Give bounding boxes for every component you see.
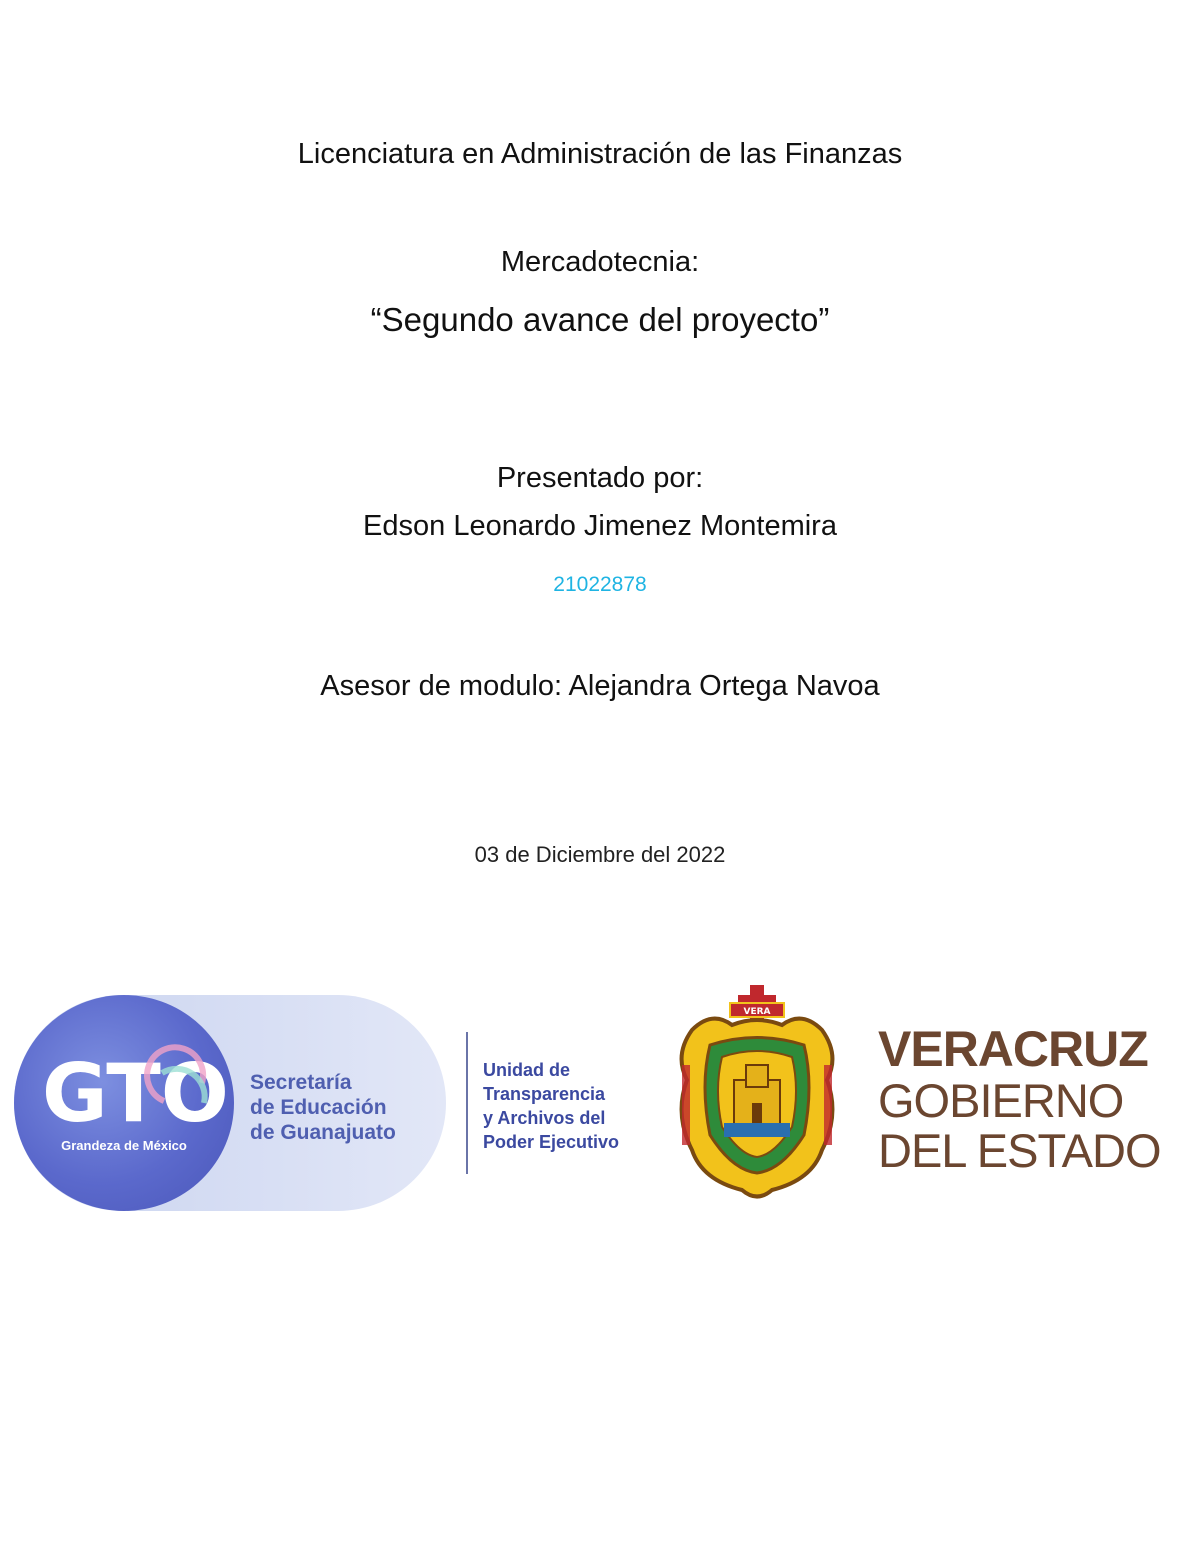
student-id: 21022878 [553,573,647,596]
course-name: Mercadotecnia: [500,246,700,278]
secretaria-text [250,1070,396,1145]
document-date: 03 de Diciembre del 2022 [474,842,726,867]
transparency-unit-text [483,1058,619,1154]
veracruz-gov-line-1: GOBIERNO [878,1074,1124,1127]
project-title: “Segundo avance del proyecto” [370,301,830,338]
degree-title: Licenciatura en Administración de las Finanzas [297,138,903,170]
advisor-name: Asesor de modulo: Alejandra Ortega Navoa [320,670,880,702]
unit-line-2: Transparencia [483,1084,606,1104]
gto-logo-circle [14,995,234,1211]
unit-line-1: Unidad de [483,1060,571,1080]
unit-line-3: y Archivos del [483,1108,606,1128]
gto-wordmark-logo [42,1047,229,1140]
presented-by-label: Presentado por: [496,462,704,494]
secretaria-line-3: de Guanajuato [250,1121,396,1144]
logo-divider [466,1032,468,1174]
veracruz-name: VERACRUZ [878,1021,1148,1077]
veracruz-shield-icon [672,985,842,1205]
unit-line-4: Poder Ejecutivo [483,1132,620,1152]
secretaria-line-1: Secretaría [250,1071,352,1094]
veracruz-wordmark [878,1022,1161,1176]
secretaria-line-2: de Educación [250,1096,387,1119]
veracruz-gov-line-2: DEL ESTADO [878,1124,1161,1177]
gto-wordmark: GTO [42,1047,229,1140]
gto-tagline: Grandeza de México [61,1138,187,1153]
student-name: Edson Leonardo Jimenez Montemira [363,510,837,542]
svg-text:VERA: VERA [743,1007,771,1017]
